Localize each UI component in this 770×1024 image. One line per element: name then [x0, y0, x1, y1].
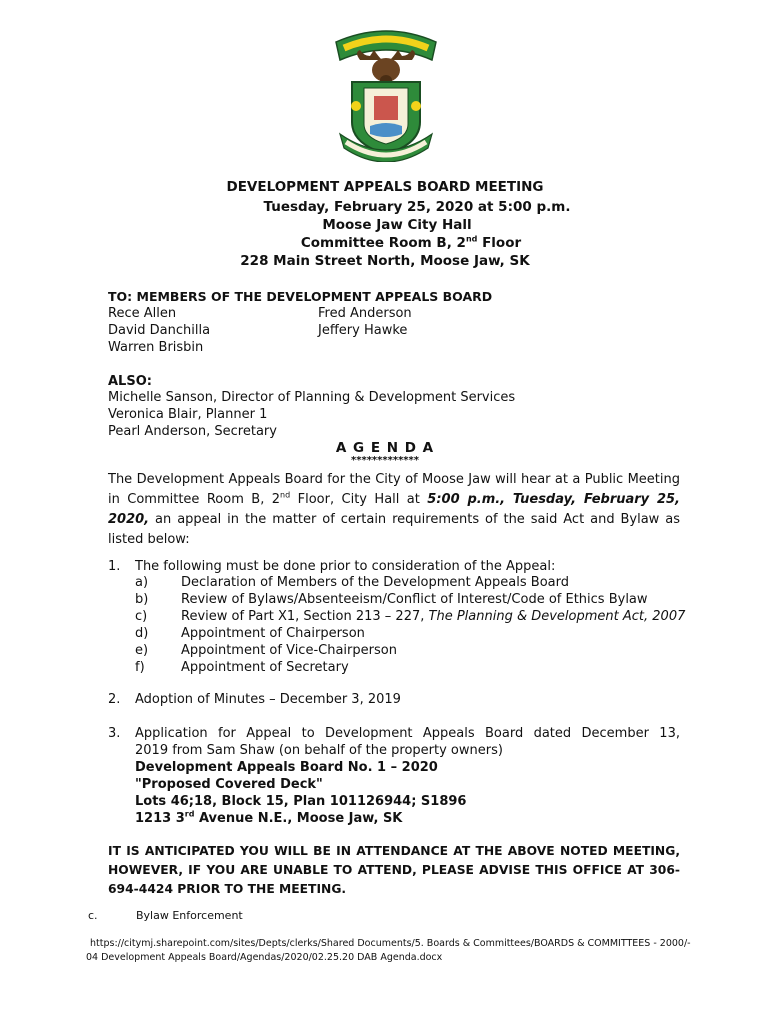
file-path-footer: https://citymj.sharepoint.com/sites/Depts/clerks/Shared Documents/5. Boards & Committees/BOARDS & COMMITTEES - 2000/- [90, 938, 691, 949]
city-crest-logo [330, 26, 442, 162]
appeal-legal-description: Lots 46;18, Block 15, Plan 101126944; S1896 [135, 794, 467, 809]
subitem-letter: f) [135, 660, 145, 675]
member-name: Warren Brisbin [108, 340, 204, 355]
file-path-footer: 04 Development Appeals Board/Agendas/2020/02.25.20 DAB Agenda.docx [86, 952, 443, 963]
also-heading: ALSO: [108, 374, 152, 389]
member-name: Rece Allen [108, 306, 177, 321]
subitem-text: Appointment of Secretary [181, 660, 349, 675]
meeting-address: 228 Main Street North, Moose Jaw, SK [240, 253, 530, 269]
subitem-letter: c) [135, 609, 148, 624]
meeting-date: Tuesday, February 25, 2020 at 5:00 p.m. [263, 199, 571, 215]
subitem-letter: b) [135, 592, 149, 607]
attendance-notice: IT IS ANTICIPATED YOU WILL BE IN ATTENDANCE AT THE ABOVE NOTED MEETING, HOWEVER, IF YOU ARE UNABLE TO ATTEND, PLEASE ADVISE THIS OFFICE AT 306-694-4424 PRIOR TO THE MEETING. [108, 844, 680, 896]
item-number: 3. [108, 726, 121, 741]
appeal-number: Development Appeals Board No. 1 – 2020 [135, 760, 438, 775]
staff-name: Pearl Anderson, Secretary [108, 424, 277, 439]
item-text: Application for Appeal to Development Appeals Board dated December 13, [135, 726, 680, 741]
subitem-letter: d) [135, 626, 149, 641]
appeal-title: "Proposed Covered Deck" [135, 777, 323, 792]
item-text: 2019 from Sam Shaw (on behalf of the property owners) [135, 743, 503, 758]
to-heading: TO: MEMBERS OF THE DEVELOPMENT APPEALS BOARD [108, 289, 493, 304]
cc-label: c. [88, 909, 98, 922]
appeal-address: 1213 3rd Avenue N.E., Moose Jaw, SK [135, 809, 403, 826]
meeting-title: DEVELOPMENT APPEALS BOARD MEETING [226, 179, 544, 195]
member-name: Jeffery Hawke [318, 323, 408, 338]
member-name: Fred Anderson [318, 306, 412, 321]
cc-recipient: Bylaw Enforcement [136, 909, 243, 922]
subitem-text: Review of Part X1, Section 213 – 227, The Planning & Development Act, 2007 [181, 609, 686, 624]
subitem-letter: a) [135, 575, 149, 590]
item-text: The following must be done prior to consideration of the Appeal: [135, 559, 556, 574]
subitem-text: Review of Bylaws/Absenteeism/Conflict of Interest/Code of Ethics Bylaw [181, 592, 648, 607]
subitem-text: Declaration of Members of the Development Appeals Board [181, 575, 569, 590]
subitem-letter: e) [135, 643, 149, 658]
item-number: 1. [108, 559, 121, 574]
intro-paragraph: The Development Appeals Board for the City of Moose Jaw will hear at a Public Meeting in Committee Room B, 2nd Floor, City Hall at 5:00 p.m., Tuesday, February 25, 2020, an appeal in the matter of certain requirements of the said Act and Bylaw as listed below: [108, 472, 680, 547]
meeting-room: Committee Room B, 2nd Floor [300, 234, 522, 251]
agenda-title: A G E N D A [335, 440, 435, 456]
item-number: 2. [108, 692, 121, 707]
item-text: Adoption of Minutes – December 3, 2019 [135, 692, 401, 707]
staff-name: Veronica Blair, Planner 1 [108, 407, 268, 422]
agenda-separator: ************* [351, 455, 419, 466]
meeting-place: Moose Jaw City Hall [322, 217, 472, 233]
subitem-text: Appointment of Vice-Chairperson [181, 643, 397, 658]
subitem-text: Appointment of Chairperson [181, 626, 365, 641]
staff-name: Michelle Sanson, Director of Planning & Development Services [108, 390, 516, 405]
member-name: David Danchilla [108, 323, 211, 338]
